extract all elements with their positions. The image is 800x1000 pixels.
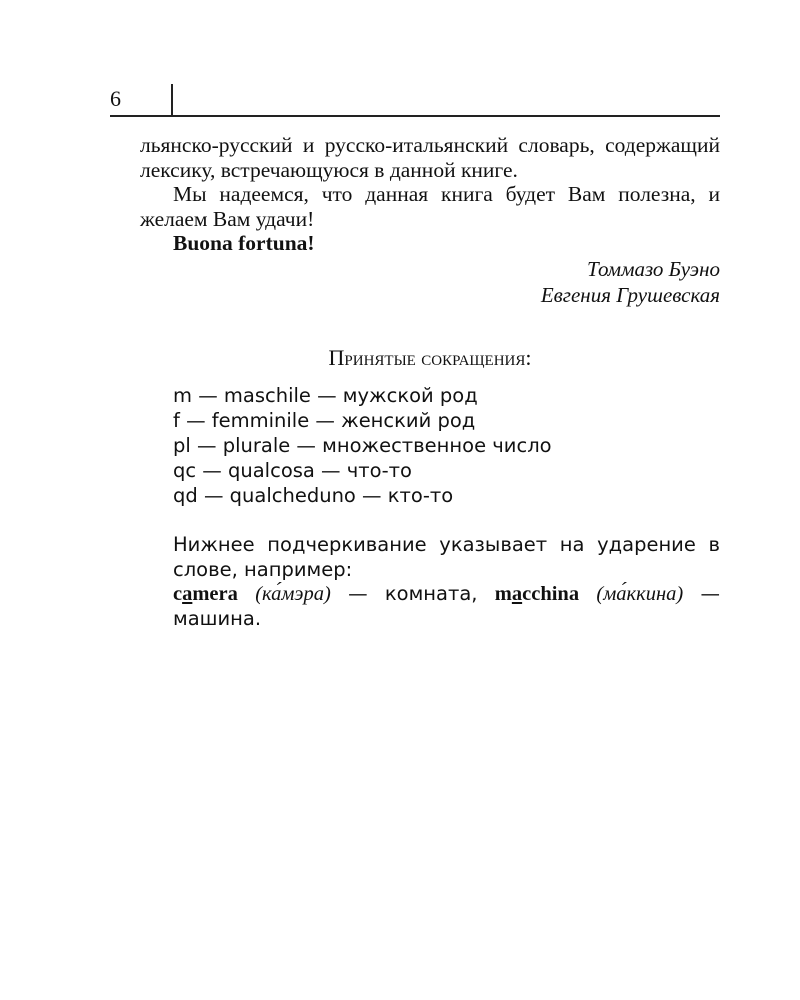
- abbreviation-item: qc — qualcosa — что-то: [173, 459, 412, 482]
- example-word-macchina: macchina: [494, 583, 580, 605]
- note-line-1: Нижнее подчеркивание указывает на ударение в: [173, 533, 720, 556]
- abbreviation-item: qd — qualcheduno — кто-то: [173, 484, 454, 507]
- abbreviation-list: [173, 383, 552, 508]
- note-line-2: слове, например:: [173, 557, 353, 581]
- section-title-abbreviations: Принятые сокращения:: [328, 345, 532, 370]
- note-last-line: машина.: [173, 606, 262, 630]
- example-pronunciation: (ка́мэра): [255, 583, 331, 605]
- header-rule: [110, 115, 720, 117]
- paragraph-continuation: льянско-русский и русско-итальянский словарь, содержащий лексику, встречающуюся в данной книге.: [140, 133, 720, 182]
- page-number: 6: [110, 86, 121, 111]
- signature-author-1: Томмазо Буэно: [587, 257, 720, 281]
- signature-author-2: Евгения Грушевская: [540, 283, 720, 307]
- stress-underline: a: [182, 583, 193, 605]
- note-examples-line: [173, 582, 720, 607]
- abbreviation-item: pl — plurale — множественное число: [173, 434, 552, 457]
- abbreviation-item: f — femminile — женский род: [173, 409, 476, 432]
- header-tick-divider: [171, 84, 173, 116]
- paragraph-wishes: Мы надеемся, что данная книга будет Вам полезна, и желаем Вам удачи!: [140, 182, 720, 231]
- example-word-camera: camera: [173, 583, 238, 605]
- paragraph-buona-fortuna: Buona fortuna!: [173, 231, 315, 255]
- example-meaning: — комната,: [330, 582, 495, 605]
- abbreviation-item: m — maschile — мужской род: [173, 384, 478, 407]
- stress-note: [173, 533, 720, 631]
- example-meaning-tail: —: [683, 582, 721, 605]
- stress-underline: a: [511, 583, 523, 605]
- example-pronunciation: (ма́ккина): [596, 583, 684, 605]
